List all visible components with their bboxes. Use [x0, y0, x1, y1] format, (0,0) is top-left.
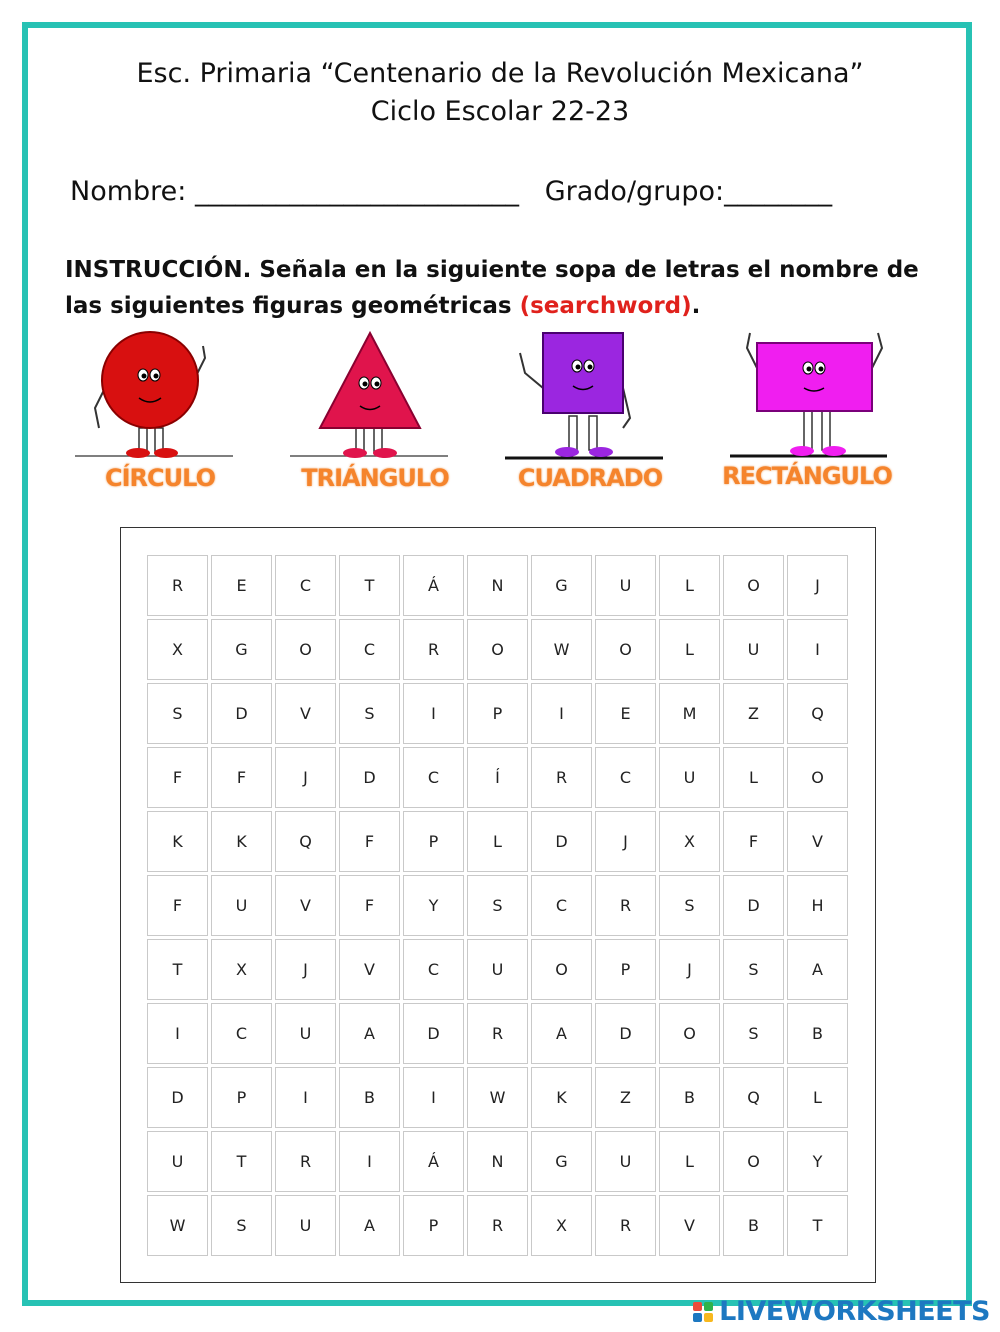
- grid-cell[interactable]: V: [659, 1195, 720, 1256]
- square-character-icon: [505, 328, 675, 468]
- grid-cell[interactable]: T: [339, 555, 400, 616]
- grid-cell[interactable]: O: [787, 747, 848, 808]
- grid-cell[interactable]: A: [339, 1003, 400, 1064]
- grid-cell[interactable]: F: [147, 875, 208, 936]
- grid-cell[interactable]: R: [467, 1003, 528, 1064]
- grid-cell[interactable]: O: [723, 1131, 784, 1192]
- grid-cell[interactable]: A: [531, 1003, 592, 1064]
- grid-cell[interactable]: S: [147, 683, 208, 744]
- grid-cell[interactable]: C: [211, 1003, 272, 1064]
- grid-cell[interactable]: Q: [787, 683, 848, 744]
- grid-cell[interactable]: R: [595, 875, 656, 936]
- grid-cell[interactable]: D: [403, 1003, 464, 1064]
- grid-cell[interactable]: V: [787, 811, 848, 872]
- grid-cell[interactable]: C: [403, 747, 464, 808]
- liveworksheets-logo[interactable]: [693, 1296, 990, 1327]
- grid-cell[interactable]: D: [723, 875, 784, 936]
- grid-cell[interactable]: I: [147, 1003, 208, 1064]
- grid-cell[interactable]: L: [659, 619, 720, 680]
- grid-cell[interactable]: F: [211, 747, 272, 808]
- grid-cell[interactable]: Q: [275, 811, 336, 872]
- grid-cell[interactable]: O: [531, 939, 592, 1000]
- grid-cell[interactable]: J: [595, 811, 656, 872]
- name-field[interactable]: Nombre: ________________________: [70, 176, 519, 207]
- grid-cell[interactable]: M: [659, 683, 720, 744]
- instruction-hint: (searchword): [519, 293, 692, 319]
- name-group-line: [70, 176, 832, 207]
- grid-cell[interactable]: S: [659, 875, 720, 936]
- grid-cell[interactable]: B: [723, 1195, 784, 1256]
- grid-cell[interactable]: C: [403, 939, 464, 1000]
- grid-cell[interactable]: I: [339, 1131, 400, 1192]
- grid-cell[interactable]: D: [595, 1003, 656, 1064]
- grid-cell[interactable]: J: [787, 555, 848, 616]
- grid-cell[interactable]: W: [147, 1195, 208, 1256]
- grid-cell[interactable]: P: [467, 683, 528, 744]
- logo-square: [704, 1313, 713, 1322]
- figure-square: [505, 328, 675, 498]
- grid-cell[interactable]: C: [531, 875, 592, 936]
- logo-square: [693, 1302, 702, 1311]
- grid-cell[interactable]: H: [787, 875, 848, 936]
- grid-cell[interactable]: R: [531, 747, 592, 808]
- instruction-lead: INSTRUCCIÓN.: [65, 257, 252, 283]
- figure-circle: [75, 328, 245, 498]
- grid-cell[interactable]: A: [339, 1195, 400, 1256]
- instruction: [65, 252, 945, 324]
- grid-cell[interactable]: P: [403, 1195, 464, 1256]
- grid-cell[interactable]: D: [147, 1067, 208, 1128]
- grid-cell[interactable]: I: [531, 683, 592, 744]
- grid-cell[interactable]: K: [531, 1067, 592, 1128]
- grid-cell[interactable]: T: [147, 939, 208, 1000]
- liveworksheets-logo-icon: [693, 1302, 713, 1322]
- grid-cell[interactable]: D: [211, 683, 272, 744]
- grid-cell[interactable]: I: [403, 1067, 464, 1128]
- grid-cell[interactable]: U: [659, 747, 720, 808]
- grid-cell[interactable]: J: [275, 747, 336, 808]
- grid-cell[interactable]: U: [595, 555, 656, 616]
- grid-cell[interactable]: O: [595, 619, 656, 680]
- grid-cell[interactable]: S: [211, 1195, 272, 1256]
- grid-cell[interactable]: N: [467, 555, 528, 616]
- grid-cell[interactable]: B: [787, 1003, 848, 1064]
- grid-cell[interactable]: B: [659, 1067, 720, 1128]
- grid-cell[interactable]: W: [531, 619, 592, 680]
- instruction-text: Señala en la siguiente sopa de letras el nombre de las siguientes figuras geométricas: [65, 257, 919, 319]
- grid-cell[interactable]: V: [275, 875, 336, 936]
- grid-cell[interactable]: U: [467, 939, 528, 1000]
- grid-cell[interactable]: Á: [403, 555, 464, 616]
- grid-cell[interactable]: P: [595, 939, 656, 1000]
- logo-square: [693, 1313, 702, 1322]
- grid-cell[interactable]: X: [659, 811, 720, 872]
- grid-cell[interactable]: J: [275, 939, 336, 1000]
- grid-cell[interactable]: X: [211, 939, 272, 1000]
- triangle-character-icon: [290, 328, 460, 468]
- figure-label-rectangle: RECTÁNGULO: [722, 462, 892, 490]
- circle-character-icon: [75, 328, 245, 468]
- grid-cell[interactable]: L: [659, 555, 720, 616]
- grid-cell[interactable]: U: [275, 1195, 336, 1256]
- grid-cell[interactable]: Á: [403, 1131, 464, 1192]
- grid-cell[interactable]: U: [595, 1131, 656, 1192]
- grid-cell[interactable]: D: [531, 811, 592, 872]
- grid-cell[interactable]: R: [467, 1195, 528, 1256]
- grid-cell[interactable]: G: [531, 1131, 592, 1192]
- grid-cell[interactable]: Y: [787, 1131, 848, 1192]
- grid-cell[interactable]: C: [275, 555, 336, 616]
- grid-cell[interactable]: O: [723, 555, 784, 616]
- grid-cell[interactable]: L: [787, 1067, 848, 1128]
- grid-cell[interactable]: U: [147, 1131, 208, 1192]
- grid-cell[interactable]: F: [147, 747, 208, 808]
- school-title: Esc. Primaria “Centenario de la Revolución Mexicana”: [136, 58, 864, 89]
- grid-cell[interactable]: G: [211, 619, 272, 680]
- grid-cell[interactable]: X: [147, 619, 208, 680]
- grid-cell[interactable]: R: [403, 619, 464, 680]
- logo-square: [704, 1302, 713, 1311]
- grid-cell[interactable]: I: [275, 1067, 336, 1128]
- grid-cell[interactable]: U: [211, 875, 272, 936]
- grid-cell[interactable]: L: [659, 1131, 720, 1192]
- grid-cell[interactable]: C: [339, 619, 400, 680]
- grid-cell[interactable]: R: [595, 1195, 656, 1256]
- grid-cell[interactable]: C: [595, 747, 656, 808]
- figure-triangle: [290, 328, 460, 498]
- grid-cell[interactable]: S: [723, 939, 784, 1000]
- grid-cell[interactable]: V: [275, 683, 336, 744]
- grid-cell[interactable]: K: [211, 811, 272, 872]
- grid-cell[interactable]: J: [659, 939, 720, 1000]
- grid-cell[interactable]: Z: [595, 1067, 656, 1128]
- grid-cell[interactable]: P: [403, 811, 464, 872]
- grid-cell[interactable]: S: [467, 875, 528, 936]
- grid-cell[interactable]: Z: [723, 683, 784, 744]
- grid-cell[interactable]: O: [275, 619, 336, 680]
- figure-label-square: CUADRADO: [517, 464, 663, 492]
- grid-cell[interactable]: A: [787, 939, 848, 1000]
- grid-cell[interactable]: K: [147, 811, 208, 872]
- grid-cell[interactable]: T: [787, 1195, 848, 1256]
- grid-cell[interactable]: E: [595, 683, 656, 744]
- figure-rectangle: [722, 328, 892, 498]
- figure-label-circle: CÍRCULO: [105, 464, 215, 492]
- grid-cell[interactable]: L: [467, 811, 528, 872]
- grid-cell[interactable]: S: [339, 683, 400, 744]
- grid-cell[interactable]: O: [659, 1003, 720, 1064]
- grid-cell[interactable]: P: [211, 1067, 272, 1128]
- grid-cell[interactable]: W: [467, 1067, 528, 1128]
- grid-cell[interactable]: F: [723, 811, 784, 872]
- grid-cell[interactable]: V: [339, 939, 400, 1000]
- grid-cell[interactable]: I: [403, 683, 464, 744]
- grid-cell[interactable]: Q: [723, 1067, 784, 1128]
- instruction-end: .: [691, 293, 701, 319]
- grid-cell[interactable]: Y: [403, 875, 464, 936]
- grid-cell[interactable]: Í: [467, 747, 528, 808]
- grid-cell[interactable]: S: [723, 1003, 784, 1064]
- grid-cell[interactable]: O: [467, 619, 528, 680]
- group-field[interactable]: Grado/grupo:________: [544, 176, 833, 207]
- grid-cell[interactable]: I: [787, 619, 848, 680]
- grid-cell[interactable]: F: [339, 875, 400, 936]
- figure-label-triangle: TRIÁNGULO: [301, 464, 449, 492]
- brand-name: LIVEWORKSHEETS: [719, 1296, 990, 1327]
- grid-cell[interactable]: X: [531, 1195, 592, 1256]
- grid-cell[interactable]: R: [147, 555, 208, 616]
- grid-cell[interactable]: G: [531, 555, 592, 616]
- grid-cell[interactable]: R: [275, 1131, 336, 1192]
- rectangle-character-icon: [722, 328, 892, 468]
- grid-cell[interactable]: F: [339, 811, 400, 872]
- grid-cell[interactable]: D: [339, 747, 400, 808]
- grid-cell[interactable]: B: [339, 1067, 400, 1128]
- wordsearch-grid: [147, 555, 848, 1256]
- grid-cell[interactable]: T: [211, 1131, 272, 1192]
- grid-cell[interactable]: N: [467, 1131, 528, 1192]
- grid-cell[interactable]: U: [723, 619, 784, 680]
- grid-cell[interactable]: U: [275, 1003, 336, 1064]
- school-cycle: Ciclo Escolar 22-23: [370, 96, 630, 127]
- grid-cell[interactable]: L: [723, 747, 784, 808]
- grid-cell[interactable]: E: [211, 555, 272, 616]
